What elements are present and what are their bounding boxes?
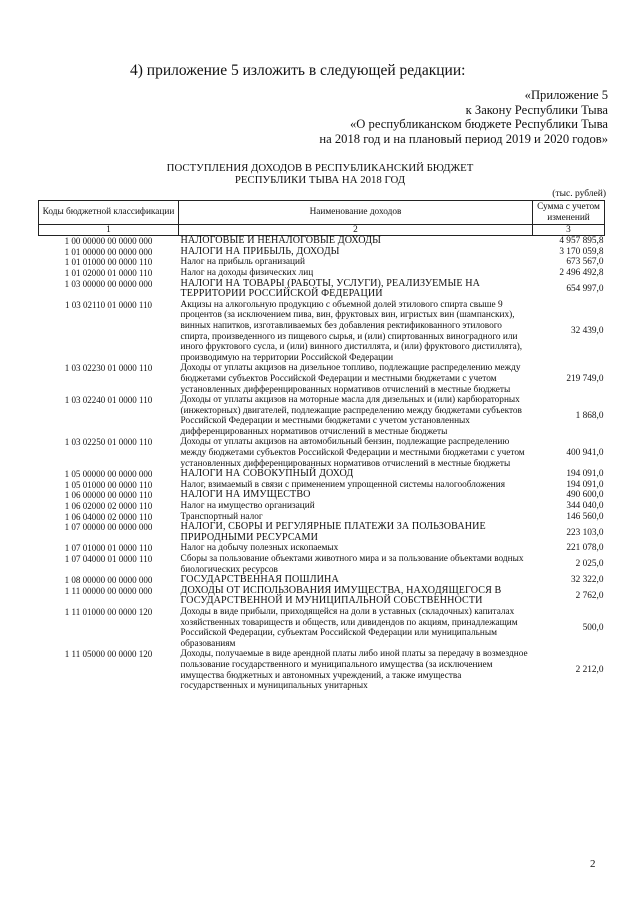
column-number: 1 <box>39 225 179 236</box>
row-amount: 400 941,0 <box>566 448 604 459</box>
table-row <box>39 607 605 649</box>
row-code: 1 01 00000 00 0000 000 <box>64 246 153 257</box>
row-name: НАЛОГИ, СБОРЫ И РЕГУЛЯРНЫЕ ПЛАТЕЖИ ЗА ПОЛЬЗОВАНИЕ ПРИРОДНЫМИ РЕСУРСАМИ <box>180 521 486 543</box>
row-code: 1 01 01000 00 0000 110 <box>64 257 153 268</box>
row-amount: 2 025,0 <box>575 559 604 570</box>
row-name: НАЛОГИ НА ТОВАРЫ (РАБОТЫ, УСЛУГИ), РЕАЛИЗУЕМЫЕ НА ТЕРРИТОРИИ РОССИЙСКОЙ ФЕДЕРАЦИИ <box>180 277 481 300</box>
row-code: 1 03 02110 01 0000 110 <box>64 299 153 310</box>
row-amount: 1 868,0 <box>575 410 604 421</box>
row-name: Доходы от уплаты акцизов на моторные масла для дизельных и (или) карбюраторных (инжекторных) двигателей, подлежащие распределению между бюджетами субъектов Российской Федерации и местными бюджетами с учетом установленных дифференцированных нормативов отчислений в местные бюджеты <box>180 395 522 437</box>
row-code: 1 01 02000 01 0000 110 <box>64 267 153 278</box>
row-code: 1 03 02230 01 0000 110 <box>64 363 153 374</box>
revenue-table <box>38 200 605 692</box>
row-amount: 221 078,0 <box>566 543 604 554</box>
row-name: НАЛОГИ НА ПРИБЫЛЬ, ДОХОДЫ <box>180 245 340 257</box>
row-name: НАЛОГИ НА ИМУЩЕСТВО <box>180 489 311 501</box>
table-row <box>39 649 605 691</box>
table-header <box>39 201 605 236</box>
row-code: 1 03 02240 01 0000 110 <box>64 395 153 406</box>
row-code: 1 07 00000 00 0000 000 <box>64 522 153 533</box>
table-row <box>39 522 605 543</box>
row-code: 1 11 01000 00 0000 120 <box>64 606 153 617</box>
table-row <box>39 480 605 491</box>
row-name: Доходы в виде прибыли, приходящейся на доли в уставных (складочных) капиталах хозяйственных товариществ и обществ, или дивидендов по акциям, принадлежащим Российской Федерации, субъектам Российской Федерации или муниципальным образованиям <box>180 606 518 649</box>
table-row <box>39 501 605 512</box>
row-amount: 4 957 895,8 <box>559 236 604 247</box>
table-row <box>39 554 605 575</box>
row-code: 1 06 02000 02 0000 110 <box>64 501 153 512</box>
row-name: Налог, взимаемый в связи с применением упрощенной системы налогообложения <box>180 479 505 490</box>
header-name: Наименование доходов <box>179 201 533 225</box>
row-name: Доходы от уплаты акцизов на дизельное топливо, подлежащие распределению между бюджетами субъектов Российской Федерации и местными бюджетами с учетом установленных дифференцированных нормативов отчислений в местные бюджеты <box>180 363 521 395</box>
table-row <box>39 247 605 258</box>
title-line-1: ПОСТУПЛЕНИЯ ДОХОДОВ В РЕСПУБЛИКАНСКИЙ БЮДЖЕТ <box>166 162 474 174</box>
header-amount: Сумма с учетом изменений <box>533 201 605 225</box>
table-row <box>39 395 605 437</box>
table-row <box>39 437 605 469</box>
row-name: ГОСУДАРСТВЕННАЯ ПОШЛИНА <box>180 574 339 586</box>
row-code: 1 05 00000 00 0000 000 <box>64 469 153 480</box>
table-row <box>39 543 605 554</box>
row-code: 1 06 04000 02 0000 110 <box>64 511 153 522</box>
row-code: 1 11 05000 00 0000 120 <box>64 649 153 660</box>
row-code: 1 03 02250 01 0000 110 <box>64 437 153 448</box>
appendix-line: «Приложение 5 <box>524 88 608 102</box>
row-name: Налог на доходы физических лиц <box>180 267 314 278</box>
header-code: Коды бюджетной классификации <box>39 201 179 225</box>
row-amount: 194 091,0 <box>566 479 604 490</box>
row-code: 1 03 00000 00 0000 000 <box>64 278 153 289</box>
row-amount: 223 103,0 <box>566 527 604 538</box>
row-code: 1 07 01000 01 0000 110 <box>64 543 153 554</box>
column-number: 2 <box>179 225 533 236</box>
row-amount: 3 170 059,8 <box>559 246 604 257</box>
row-code: 1 00 00000 00 0000 000 <box>64 236 153 247</box>
table-row <box>39 257 605 268</box>
document-title <box>40 162 600 186</box>
row-name: Налог на прибыль организаций <box>180 257 305 268</box>
row-name: Транспортный налог <box>180 511 263 522</box>
appendix-reference <box>319 88 608 146</box>
row-amount: 32 439,0 <box>570 326 604 337</box>
row-amount: 32 322,0 <box>570 575 604 586</box>
appendix-line: на 2018 год и на плановый период 2019 и 2020 годов» <box>319 131 608 146</box>
row-name: Доходы от уплаты акцизов на автомобильный бензин, подлежащие распределению между бюджетами субъектов Российской Федерации и местными бюджетами с учетом установленных дифференцированных нормативов отчислений в местные бюджеты <box>180 437 525 469</box>
row-code: 1 11 00000 00 0000 000 <box>64 585 153 596</box>
row-code: 1 06 00000 00 0000 110 <box>64 490 153 501</box>
row-amount: 673 567,0 <box>566 257 604 268</box>
table-row <box>39 279 605 300</box>
row-name: Налог на имущество организаций <box>180 501 315 512</box>
row-amount: 194 091,0 <box>566 469 604 480</box>
row-name: Акцизы на алкогольную продукцию с объемной долей этилового спирта свыше 9 процентов (за исключением пива, вин, фруктовых вин, игристых вин (шампанских), винных напитков, изготавливаемых без добавления ректификованного этилового спирта, произведенного из пищевого сырья, и (или) спиртованных виноградного или иного фруктового сусла, и (или) винного дистиллята, и (или) фруктового дистиллята), производимую на территории Российской Федерации <box>180 299 523 363</box>
row-amount: 2 762,0 <box>575 591 604 602</box>
row-amount: 490 600,0 <box>566 490 604 501</box>
appendix-line: к Закону Республики Тыва <box>465 102 608 117</box>
row-amount: 2 496 492,8 <box>559 267 604 278</box>
table-row <box>39 586 605 607</box>
page-number: 2 <box>590 858 596 870</box>
table-row <box>39 300 605 364</box>
table-row <box>39 490 605 501</box>
row-name: НАЛОГИ НА СОВОКУПНЫЙ ДОХОД <box>180 468 354 480</box>
row-code: 1 05 01000 00 0000 110 <box>64 479 153 490</box>
column-number: 3 <box>533 225 605 236</box>
row-amount: 344 040,0 <box>566 501 604 512</box>
table-row <box>39 268 605 279</box>
row-code: 1 08 00000 00 0000 000 <box>64 575 153 586</box>
table-row <box>39 363 605 395</box>
units-label: (тыс. рублей) <box>552 189 606 199</box>
row-amount: 2 212,0 <box>575 665 604 676</box>
row-name: ДОХОДЫ ОТ ИСПОЛЬЗОВАНИЯ ИМУЩЕСТВА, НАХОДЯЩЕГОСЯ В ГОСУДАРСТВЕННОЙ И МУНИЦИПАЛЬНОЙ СОБСТВЕННОСТИ <box>180 584 502 607</box>
row-name: Доходы, получаемые в виде арендной платы либо иной платы за передачу в возмездное пользование государственного и муниципального имущества (за исключением имущества бюджетных и автономных учреждений, а также имущества государственных и муниципальных унитарных <box>180 649 528 692</box>
intro-line: 4) приложение 5 изложить в следующей редакции: <box>130 62 466 79</box>
row-name: Налог на добычу полезных ископаемых <box>180 543 339 554</box>
row-amount: 219 749,0 <box>566 373 604 384</box>
row-code: 1 07 04000 01 0000 110 <box>64 554 153 564</box>
table-body <box>39 236 605 692</box>
row-name: Сборы за пользование объектами животного мира и за пользование объектами водных биологических ресурсов <box>180 554 524 575</box>
row-name: НАЛОГОВЫЕ И НЕНАЛОГОВЫЕ ДОХОДЫ <box>180 235 382 247</box>
row-amount: 654 997,0 <box>566 283 604 294</box>
row-amount: 146 560,0 <box>566 511 604 522</box>
appendix-line: «О республиканском бюджете Республики Тыва <box>350 117 608 132</box>
title-line-2: РЕСПУБЛИКИ ТЫВА НА 2018 ГОД <box>234 174 406 186</box>
row-amount: 500,0 <box>582 622 604 633</box>
table-row <box>39 469 605 480</box>
